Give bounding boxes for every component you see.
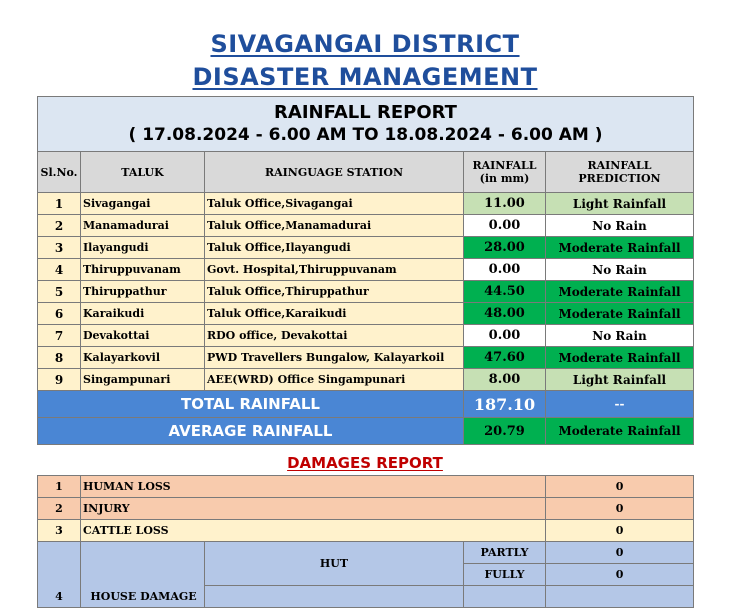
row-station: PWD Travellers Bungalow, Kalayarkoil xyxy=(205,347,464,369)
average-value: 20.79 xyxy=(464,418,546,445)
row-taluk: Manamadurai xyxy=(81,215,205,237)
row-rainfall: 28.00 xyxy=(464,237,546,259)
row-number: 8 xyxy=(38,347,81,369)
row-number: 2 xyxy=(38,215,81,237)
average-label: AVERAGE RAINFALL xyxy=(38,418,464,445)
row-taluk: Thiruppuvanam xyxy=(81,259,205,281)
row-taluk: Ilayangudi xyxy=(81,237,205,259)
house-damage-fully-label: FULLY xyxy=(464,564,546,586)
damage-value: 0 xyxy=(546,476,694,498)
damage-row xyxy=(38,520,694,542)
col-header-prediction-l1: RAINFALL xyxy=(587,159,652,172)
damage-value: 0 xyxy=(546,520,694,542)
table-row xyxy=(38,369,694,391)
house-damage-fully-value: 0 xyxy=(546,564,694,586)
row-station: RDO office, Devakottai xyxy=(205,325,464,347)
col-header-station: RAINGUAGE STATION xyxy=(205,152,464,193)
row-number: 4 xyxy=(38,259,81,281)
row-taluk: Devakottai xyxy=(81,325,205,347)
table-row xyxy=(38,237,694,259)
row-number: 9 xyxy=(38,369,81,391)
total-label: TOTAL RAINFALL xyxy=(38,391,464,418)
damage-value: 0 xyxy=(546,498,694,520)
row-number: 6 xyxy=(38,303,81,325)
row-rainfall: 47.60 xyxy=(464,347,546,369)
row-prediction: Light Rainfall xyxy=(546,369,694,391)
rainfall-table xyxy=(37,96,694,445)
damage-label: HUMAN LOSS xyxy=(81,476,546,498)
damages-table xyxy=(37,475,694,608)
row-rainfall: 0.00 xyxy=(464,259,546,281)
row-prediction: Light Rainfall xyxy=(546,193,694,215)
table-row xyxy=(38,303,694,325)
damage-label: CATTLE LOSS xyxy=(81,520,546,542)
col-header-prediction-l2: PREDICTION xyxy=(578,172,661,185)
damage-number: 3 xyxy=(38,520,81,542)
row-prediction: No Rain xyxy=(546,215,694,237)
total-row xyxy=(38,391,694,418)
row-number: 1 xyxy=(38,193,81,215)
row-station: Taluk Office,Sivagangai xyxy=(205,193,464,215)
col-header-slno: Sl.No. xyxy=(38,152,81,193)
house-damage-no: 4 xyxy=(38,542,81,608)
report-period: ( 17.08.2024 - 6.00 AM TO 18.08.2024 - 6.00 AM ) xyxy=(128,125,603,145)
table-row xyxy=(38,281,694,303)
row-taluk: Singampunari xyxy=(81,369,205,391)
damage-number: 2 xyxy=(38,498,81,520)
damages-title: DAMAGES REPORT xyxy=(287,454,443,472)
row-rainfall: 0.00 xyxy=(464,215,546,237)
row-station: Taluk Office,Karaikudi xyxy=(205,303,464,325)
total-prediction: -- xyxy=(546,391,694,418)
row-rainfall: 44.50 xyxy=(464,281,546,303)
total-value: 187.10 xyxy=(464,391,546,418)
report-header xyxy=(38,97,694,152)
row-taluk: Karaikudi xyxy=(81,303,205,325)
damage-row xyxy=(38,476,694,498)
house-damage-label: HOUSE DAMAGE xyxy=(81,542,205,608)
house-damage-blank-3 xyxy=(546,586,694,608)
row-number: 5 xyxy=(38,281,81,303)
row-rainfall: 0.00 xyxy=(464,325,546,347)
average-row xyxy=(38,418,694,445)
row-number: 3 xyxy=(38,237,81,259)
house-damage-blank-1 xyxy=(205,586,464,608)
house-damage-partly-label: PARTLY xyxy=(464,542,546,564)
row-prediction: Moderate Rainfall xyxy=(546,303,694,325)
row-station: Govt. Hospital,Thiruppuvanam xyxy=(205,259,464,281)
house-damage-partly-value: 0 xyxy=(546,542,694,564)
table-row xyxy=(38,193,694,215)
row-prediction: Moderate Rainfall xyxy=(546,237,694,259)
row-taluk: Sivagangai xyxy=(81,193,205,215)
col-header-prediction xyxy=(546,152,694,193)
row-station: Taluk Office,Ilayangudi xyxy=(205,237,464,259)
row-station: AEE(WRD) Office Singampunari xyxy=(205,369,464,391)
house-damage-blank-2 xyxy=(464,586,546,608)
row-rainfall: 48.00 xyxy=(464,303,546,325)
department-title: DISASTER MANAGEMENT xyxy=(192,63,538,91)
row-prediction: No Rain xyxy=(546,259,694,281)
district-title: SIVAGANGAI DISTRICT xyxy=(210,30,520,58)
row-prediction: Moderate Rainfall xyxy=(546,347,694,369)
col-header-rainfall-l2: (in mm) xyxy=(479,172,530,185)
table-row xyxy=(38,347,694,369)
row-rainfall: 8.00 xyxy=(464,369,546,391)
house-damage-hut: HUT xyxy=(205,542,464,586)
damage-number: 1 xyxy=(38,476,81,498)
damage-label: INJURY xyxy=(81,498,546,520)
col-header-rainfall xyxy=(464,152,546,193)
average-prediction: Moderate Rainfall xyxy=(546,418,694,445)
row-prediction: Moderate Rainfall xyxy=(546,281,694,303)
report-title: RAINFALL REPORT xyxy=(274,102,457,123)
table-row xyxy=(38,325,694,347)
col-header-rainfall-l1: RAINFALL xyxy=(472,159,537,172)
row-taluk: Thiruppathur xyxy=(81,281,205,303)
damage-row xyxy=(38,498,694,520)
col-header-taluk: TALUK xyxy=(81,152,205,193)
table-row xyxy=(38,259,694,281)
row-taluk: Kalayarkovil xyxy=(81,347,205,369)
row-number: 7 xyxy=(38,325,81,347)
row-rainfall: 11.00 xyxy=(464,193,546,215)
row-station: Taluk Office,Thiruppathur xyxy=(205,281,464,303)
row-prediction: No Rain xyxy=(546,325,694,347)
house-damage-row-1 xyxy=(38,542,694,564)
table-row xyxy=(38,215,694,237)
row-station: Taluk Office,Manamadurai xyxy=(205,215,464,237)
